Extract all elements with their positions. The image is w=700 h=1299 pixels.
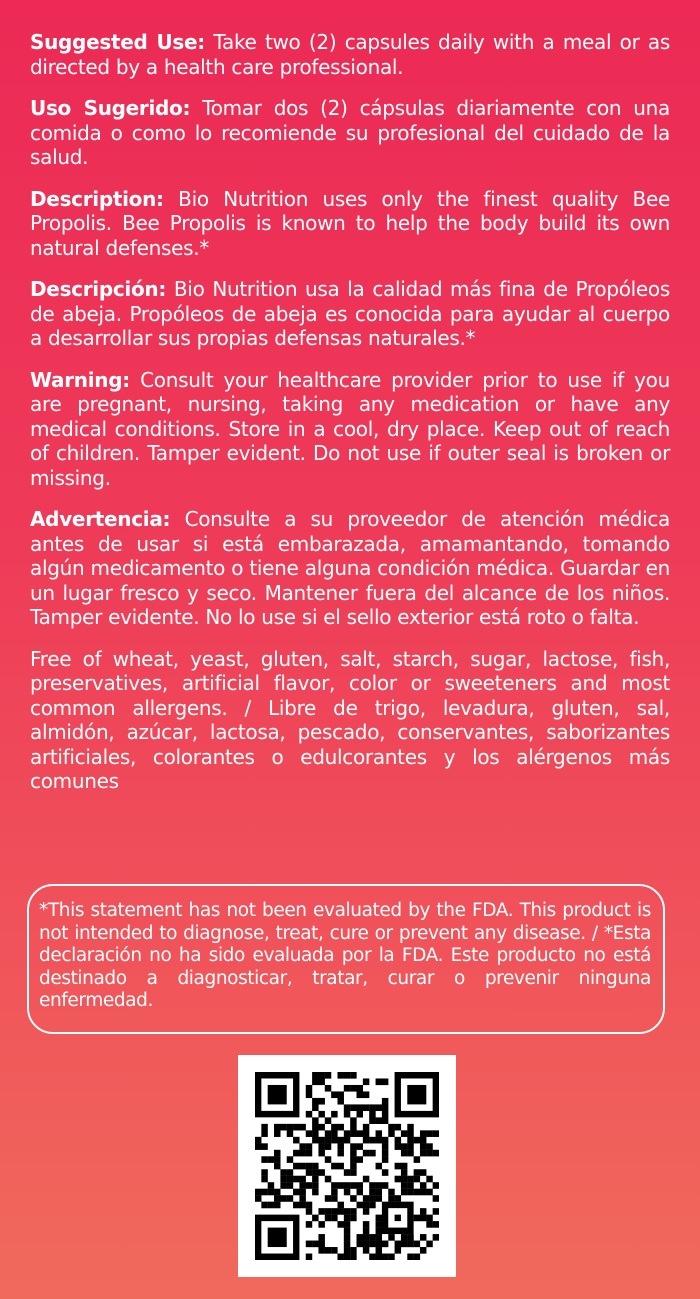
advertencia-label: Advertencia: [30,507,171,531]
warning-text: Consult your healthcare provider prior to use if you are pregnant, nursing, taking any medication or have any medical conditions. Store in a cool, dry place. Keep out of reach of children. Tamper evident. Do not use if outer seal is broken or missing. [30,367,670,490]
label-content [30,30,670,811]
fda-disclaimer-box [27,884,665,1034]
uso-sugerido-text: Tomar dos (2) cápsulas diariamente con una comida o como lo recomiende su profesional del cuidado de la salud. [30,96,670,169]
suggested-use-label: Suggested Use: [30,30,206,54]
description-paragraph [30,187,670,261]
descripcion-paragraph [30,277,670,351]
suggested-use-text: Take two (2) capsules daily with a meal or as directed by a health care professional. [30,30,671,79]
allergen-paragraph: Free of wheat, yeast, gluten, salt, starch, sugar, lactose, fish, preservatives, artificial flavor, color or sweeteners and most common allergens. / Libre de trigo, levadura, gluten, sal, almidón, azúcar, lactosa, pescado, conservantes, saborizantes artificiales, colorantes o edulcorantes y los alérgenos más comunes [30,646,670,793]
qr-code-graphic [255,1072,439,1260]
descripcion-label: Descripción: [30,277,167,301]
suggested-use-paragraph [30,30,670,79]
advertencia-paragraph [30,507,670,630]
fda-disclaimer-text: *This statement has not been evaluated by the FDA. This product is not intended to diagnose, treat, cure or prevent any disease. / *Esta declaración no ha sido evaluada por la FDA. Este producto no está destinado a diagnosticar, tratar, curar o prevenir ninguna enfermedad. [39,900,651,1011]
warning-paragraph [30,368,670,491]
advertencia-text: Consulte a su proveedor de atención médica antes de usar si está embarazada, amamantando, tomando algún medicamento o tiene alguna condición médica. Guardar en un lugar fresco y seco. Mantener fuera del alcance de los niños. Tamper evidente. No lo use si el sello exterior está roto o falta. [30,507,670,629]
uso-sugerido-label: Uso Sugerido: [30,96,191,120]
uso-sugerido-paragraph [30,96,670,170]
description-text: Bio Nutrition uses only the finest quality Bee Propolis. Bee Propolis is known to help the body build its own natural defenses.* [30,186,670,260]
qr-code-icon[interactable] [238,1055,456,1277]
description-label: Description: [30,186,164,211]
descripcion-text: Bio Nutrition usa la calidad más fina de Propóleos de abeja. Propóleos de abeja es conocida para ayudar al cuerpo a desarrollar sus propias defensas naturales.* [30,277,670,350]
warning-label: Warning: [30,367,130,392]
